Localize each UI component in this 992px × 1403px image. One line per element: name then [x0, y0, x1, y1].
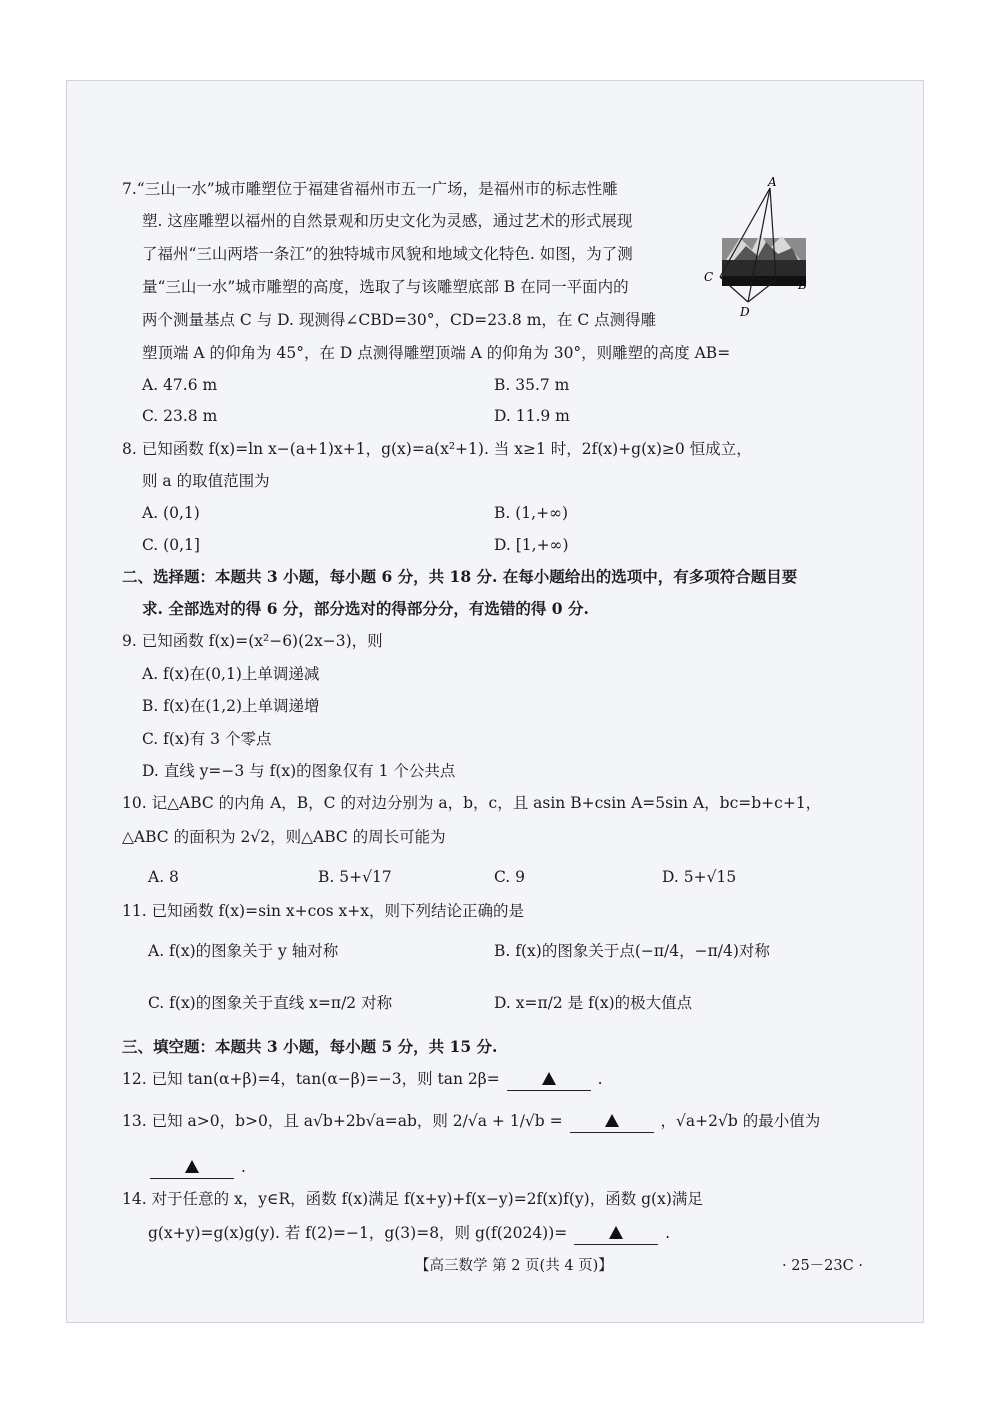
q12-line — [122, 1068, 603, 1091]
q7-line-2: 塑. 这座雕塑以福州的自然景观和历史文化为灵感，通过艺术的形式展现 — [142, 212, 633, 230]
q9-option-b: B. f(x)在(1,2)上单调递增 — [142, 697, 320, 715]
q8-option-d: D. [1,+∞) — [494, 536, 569, 554]
q12-answer-blank — [507, 1068, 591, 1091]
q9-option-c: C. f(x)有 3 个零点 — [142, 730, 272, 748]
q7-option-d: D. 11.9 m — [494, 407, 570, 425]
q13-end: . — [240, 1158, 246, 1176]
q14-text: g(x+y)=g(x)g(y). 若 f(2)=−1，g(3)=8，则 g(f(2024))= — [148, 1224, 568, 1242]
section2-line-2: 求. 全部选对的得 6 分，部分选对的得部分分，有选错的得 0 分. — [142, 599, 589, 618]
q9-option-d: D. 直线 y=−3 与 f(x)的图象仅有 1 个公共点 — [142, 762, 456, 780]
q8-option-c: C. (0,1] — [142, 536, 200, 554]
q13-line-2 — [148, 1156, 246, 1179]
q13-text-mid: ，√a+2√b 的最小值为 — [660, 1112, 821, 1130]
q8-option-a: A. (0,1) — [142, 504, 200, 522]
q7-line-1: 7.“三山一水”城市雕塑位于福建省福州市五一广场，是福州市的标志性雕 — [122, 180, 618, 198]
triangle-marker-icon — [185, 1160, 199, 1173]
label-d: D — [740, 305, 750, 318]
q14-line-2 — [148, 1222, 670, 1245]
sculpture-photo — [722, 234, 806, 286]
page-footer: 【高三数学 第 2 页(共 4 页)】 — [415, 1258, 613, 1274]
triangle-marker-icon — [609, 1226, 623, 1239]
q11-option-b: B. f(x)的图象关于点(−π/4，−π/4)对称 — [494, 942, 770, 960]
q13-line — [122, 1110, 820, 1133]
section2-line-1: 二、选择题：本题共 3 小题，每小题 6 分，共 18 分. 在每小题给出的选项中，有多项符合题目要 — [122, 567, 798, 586]
q7-option-a: A. 47.6 m — [142, 376, 218, 394]
exam-code: · 25－23C · — [782, 1258, 863, 1274]
label-c: C — [704, 270, 714, 284]
q11-stem: 11. 已知函数 f(x)=sin x+cos x+x，则下列结论正确的是 — [122, 902, 524, 920]
sculpture-figure — [700, 176, 820, 318]
q7-line-6: 塑顶端 A 的仰角为 45°，在 D 点测得雕塑顶端 A 的仰角为 30°，则雕塑的高度 AB= — [142, 344, 731, 362]
triangle-marker-icon — [542, 1072, 556, 1085]
q9-stem: 9. 已知函数 f(x)=(x²−6)(2x−3)，则 — [122, 632, 383, 650]
q14-end: . — [665, 1224, 671, 1242]
section3-heading: 三、填空题：本题共 3 小题，每小题 5 分，共 15 分. — [122, 1037, 498, 1056]
q8-option-b: B. (1,+∞) — [494, 504, 569, 522]
q10-line-1: 10. 记△ABC 的内角 A，B，C 的对边分别为 a，b，c，且 asin B+csin A=5sin A，bc=b+c+1， — [122, 794, 822, 812]
q9-option-a: A. f(x)在(0,1)上单调递减 — [142, 665, 320, 683]
q10-option-c: C. 9 — [494, 868, 526, 886]
q10-option-b: B. 5+√17 — [318, 868, 392, 886]
q13-answer-blank-1 — [570, 1110, 654, 1133]
q7-line-4: 量“三山一水”城市雕塑的高度，选取了与该雕塑底部 B 在同一平面内的 — [142, 278, 629, 296]
q7-line-3: 了福州“三山两塔一条江”的独特城市风貌和地域文化特色. 如图，为了测 — [142, 245, 633, 263]
q13-answer-blank-2 — [150, 1156, 234, 1179]
q10-option-a: A. 8 — [148, 868, 179, 886]
q12-end: . — [597, 1070, 603, 1088]
q11-option-a: A. f(x)的图象关于 y 轴对称 — [148, 942, 339, 960]
q7-option-b: B. 35.7 m — [494, 376, 570, 394]
q7-option-c: C. 23.8 m — [142, 407, 218, 425]
q12-text: 12. 已知 tan(α+β)=4，tan(α−β)=−3，则 tan 2β= — [122, 1070, 500, 1088]
q14-line-1: 14. 对于任意的 x，y∈R，函数 f(x)满足 f(x+y)+f(x−y)=2f(x)f(y)，函数 g(x)满足 — [122, 1190, 703, 1208]
q10-option-d: D. 5+√15 — [662, 868, 737, 886]
q8-line-1: 8. 已知函数 f(x)=ln x−(a+1)x+1，g(x)=a(x²+1). 当 x≥1 时，2f(x)+g(x)≥0 恒成立， — [122, 440, 752, 458]
q10-line-2: △ABC 的面积为 2√2，则△ABC 的周长可能为 — [122, 828, 446, 846]
q14-answer-blank — [574, 1222, 658, 1245]
q11-option-c: C. f(x)的图象关于直线 x=π/2 对称 — [148, 994, 393, 1012]
q8-line-2: 则 a 的取值范围为 — [142, 472, 270, 490]
label-a: A — [768, 176, 777, 189]
label-b: B — [798, 278, 807, 292]
q7-line-5: 两个测量基点 C 与 D. 现测得∠CBD=30°，CD=23.8 m，在 C 点测得雕 — [142, 311, 657, 329]
q13-text: 13. 已知 a>0，b>0，且 a√b+2b√a=ab，则 2/√a + 1/√b = — [122, 1112, 563, 1130]
q11-option-d: D. x=π/2 是 f(x)的极大值点 — [494, 994, 693, 1012]
triangle-marker-icon — [605, 1114, 619, 1127]
